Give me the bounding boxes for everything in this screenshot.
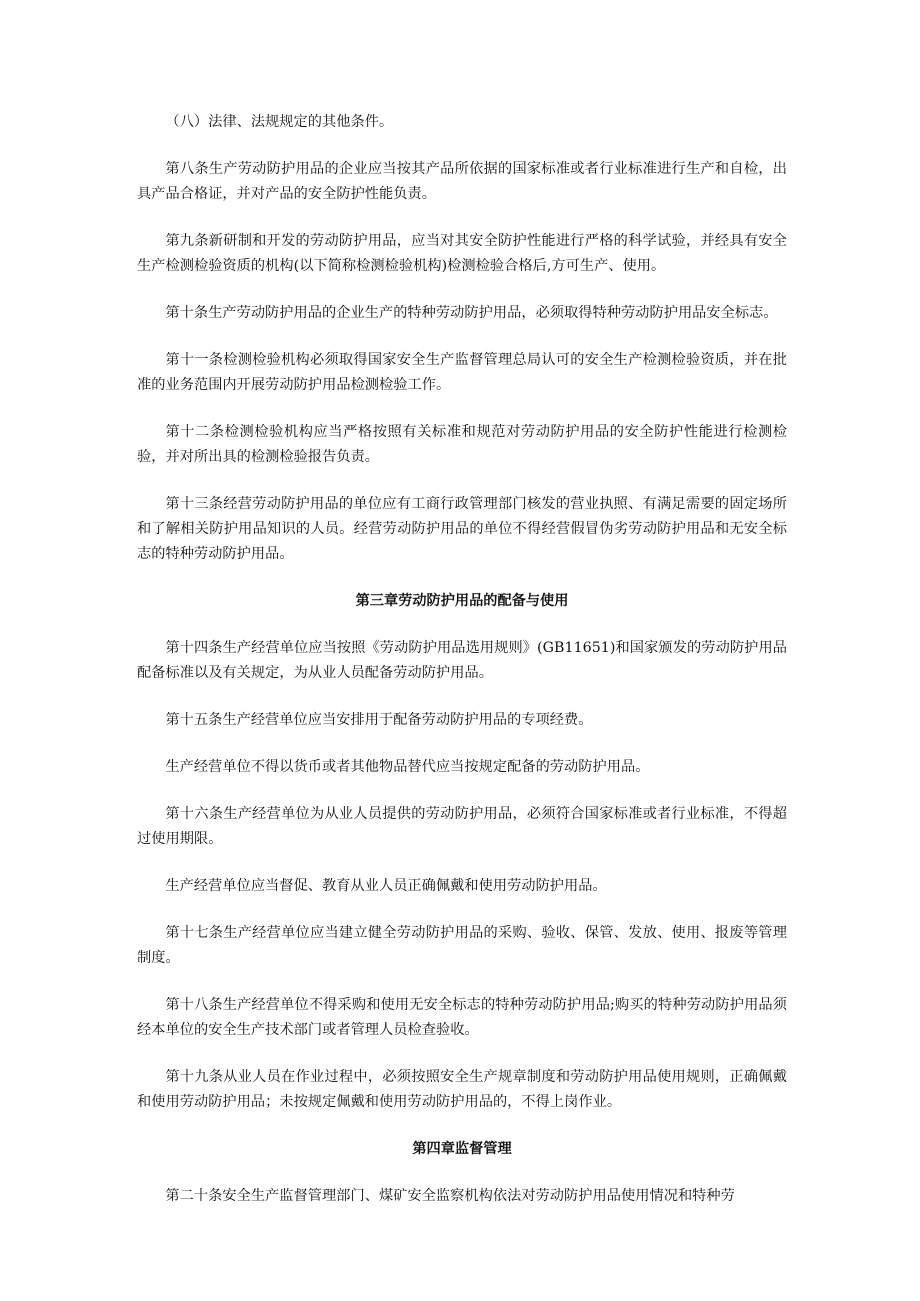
chapter-3-heading: 第三章劳动防护用品的配备与使用 [355,593,569,609]
article-19-paragraph: 第十九条从业人员在作业过程中，必须按照安全生产规章制度和劳动防护用品使用规则，正确佩戴和使用劳动防护用品；未按规定佩戴和使用劳动防护用品的，不得上岗作业。 [137,1069,787,1110]
article-20-paragraph: 第二十条安全生产监督管理部门、煤矿安全监察机构依法对劳动防护用品使用情况和特种劳 [165,1188,735,1204]
article-15-continuation: 生产经营单位不得以货币或者其他物品替代应当按规定配备的劳动防护用品。 [165,759,650,775]
article-13-paragraph: 第十三条经营劳动防护用品的单位应有工商行政管理部门核发的营业执照、有满足需要的固定场所和了解相关防护用品知识的人员。经营劳动防护用品的单位不得经营假冒伪劣劳动防护用品和无安全标志的特种劳动防护用品。 [137,496,787,562]
chapter-4-heading: 第四章监督管理 [412,1141,512,1157]
article-10-paragraph: 第十条生产劳动防护用品的企业生产的特种劳动防护用品，必须取得特种劳动防护用品安全标志。 [165,305,778,321]
article-17-paragraph: 第十七条生产经营单位应当建立健全劳动防护用品的采购、验收、保管、发放、使用、报废等管理制度。 [137,925,787,966]
paragraph-item-8: （八）法律、法规规定的其他条件。 [165,114,394,130]
article-9-paragraph: 第九条新研制和开发的劳动防护用品，应当对其安全防护性能进行严格的科学试验，并经具有安全生产检测检验资质的机构(以下简称检测检验机构)检测检验合格后,方可生产、使用。 [137,233,787,274]
article-8-paragraph: 第八条生产劳动防护用品的企业应当按其产品所依据的国家标准或者行业标准进行生产和自检，出具产品合格证，并对产品的安全防护性能负责。 [137,161,787,202]
document-body [137,110,787,1231]
article-12-paragraph: 第十二条检测检验机构应当严格按照有关标准和规范对劳动防护用品的安全防护性能进行检测检验，并对所出具的检测检验报告负责。 [137,424,787,465]
article-11-paragraph: 第十一条检测检验机构必须取得国家安全生产监督管理总局认可的安全生产检测检验资质，并在批准的业务范围内开展劳动防护用品检测检验工作。 [137,352,787,393]
article-18-paragraph: 第十八条生产经营单位不得采购和使用无安全标志的特种劳动防护用品;购买的特种劳动防护用品须经本单位的安全生产技术部门或者管理人员检查验收。 [137,997,787,1038]
article-14-paragraph: 第十四条生产经营单位应当按照《劳动防护用品选用规则》(GB11651)和国家颁发的劳动防护用品配备标准以及有关规定，为从业人员配备劳动防护用品。 [137,640,787,681]
article-16-paragraph: 第十六条生产经营单位为从业人员提供的劳动防护用品，必须符合国家标准或者行业标准，不得超过使用期限。 [137,806,787,847]
article-15-paragraph: 第十五条生产经营单位应当安排用于配备劳动防护用品的专项经费。 [165,712,593,728]
article-16-continuation: 生产经营单位应当督促、教育从业人员正确佩戴和使用劳动防护用品。 [165,878,607,894]
